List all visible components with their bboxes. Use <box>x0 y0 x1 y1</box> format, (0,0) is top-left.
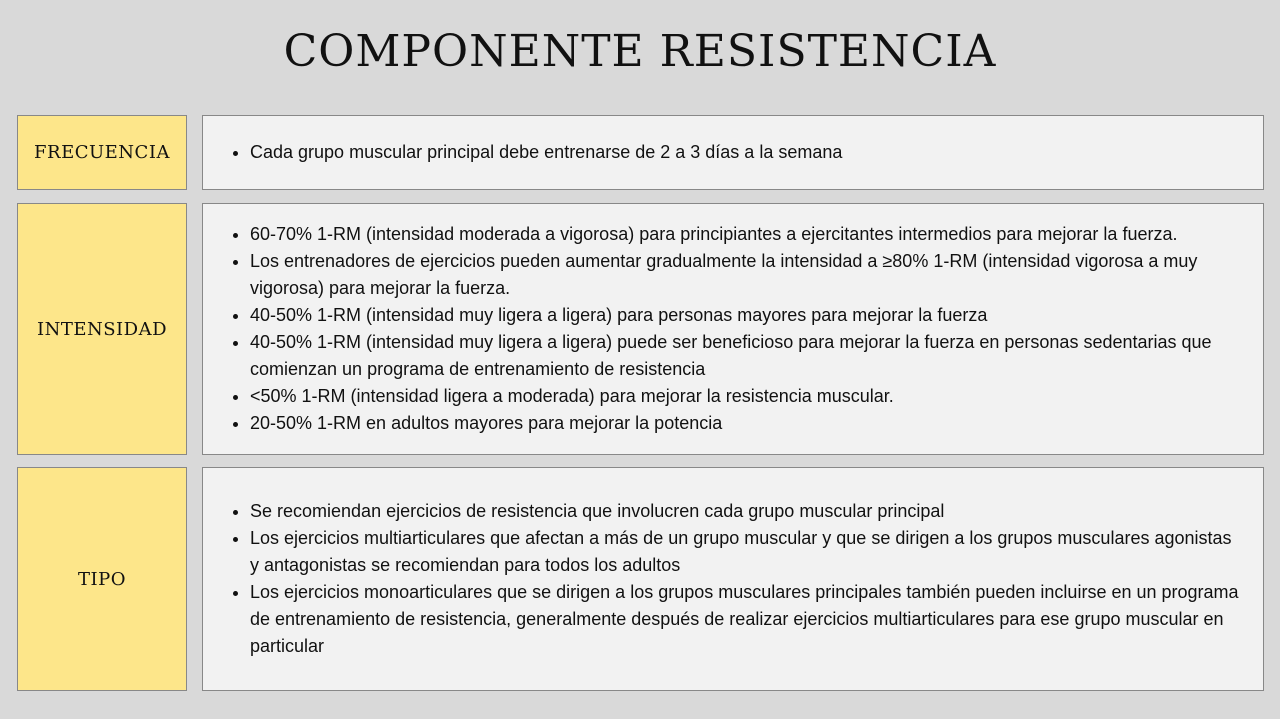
list-item: • Cada grupo muscular principal debe entrenarse de 2 a 3 días a la semana <box>250 139 842 166</box>
row-panel-frecuencia <box>202 115 1264 190</box>
list-item: • Los ejercicios monoarticulares que se dirigen a los grupos musculares principales también pueden incluirse en un programa de entrenamiento de resistencia, generalmente después de realizar ejercicios multiarticulares para ese grupo muscular en particular <box>250 579 1243 660</box>
list-item: • 60-70% 1-RM (intensidad moderada a vigorosa) para principiantes a ejercitantes intermedios para mejorar la fuerza. <box>250 221 1243 248</box>
list-item: • Se recomiendan ejercicios de resistencia que involucren cada grupo muscular principal <box>250 498 1243 525</box>
list-item: • 40-50% 1-RM (intensidad muy ligera a ligera) puede ser beneficioso para mejorar la fuerza en personas sedentarias que comienzan un programa de entrenamiento de resistencia <box>250 329 1243 383</box>
bullet-list <box>203 139 862 166</box>
bullet-list <box>203 498 1263 660</box>
list-item: • Los entrenadores de ejercicios pueden aumentar gradualmente la intensidad a ≥80% 1-RM (intensidad vigorosa a muy vigorosa) para mejorar la fuerza. <box>250 248 1243 302</box>
list-item: • 20-50% 1-RM en adultos mayores para mejorar la potencia <box>250 410 1243 437</box>
row-panel-intensidad <box>202 203 1264 455</box>
bullet-list <box>203 221 1263 437</box>
list-item: • Los ejercicios multiarticulares que afectan a más de un grupo muscular y que se dirigen a los grupos musculares agonistas y antagonistas se recomiendan para todos los adultos <box>250 525 1243 579</box>
row-label-frecuencia: FRECUENCIA <box>17 115 187 190</box>
list-item: • 40-50% 1-RM (intensidad muy ligera a ligera) para personas mayores para mejorar la fuerza <box>250 302 1243 329</box>
page-title: COMPONENTE RESISTENCIA <box>283 26 997 77</box>
row-label-intensidad: INTENSIDAD <box>17 203 187 455</box>
row-label-tipo: TIPO <box>17 467 187 691</box>
list-item: • <50% 1-RM (intensidad ligera a moderada) para mejorar la resistencia muscular. <box>250 383 1243 410</box>
row-panel-tipo <box>202 467 1264 691</box>
